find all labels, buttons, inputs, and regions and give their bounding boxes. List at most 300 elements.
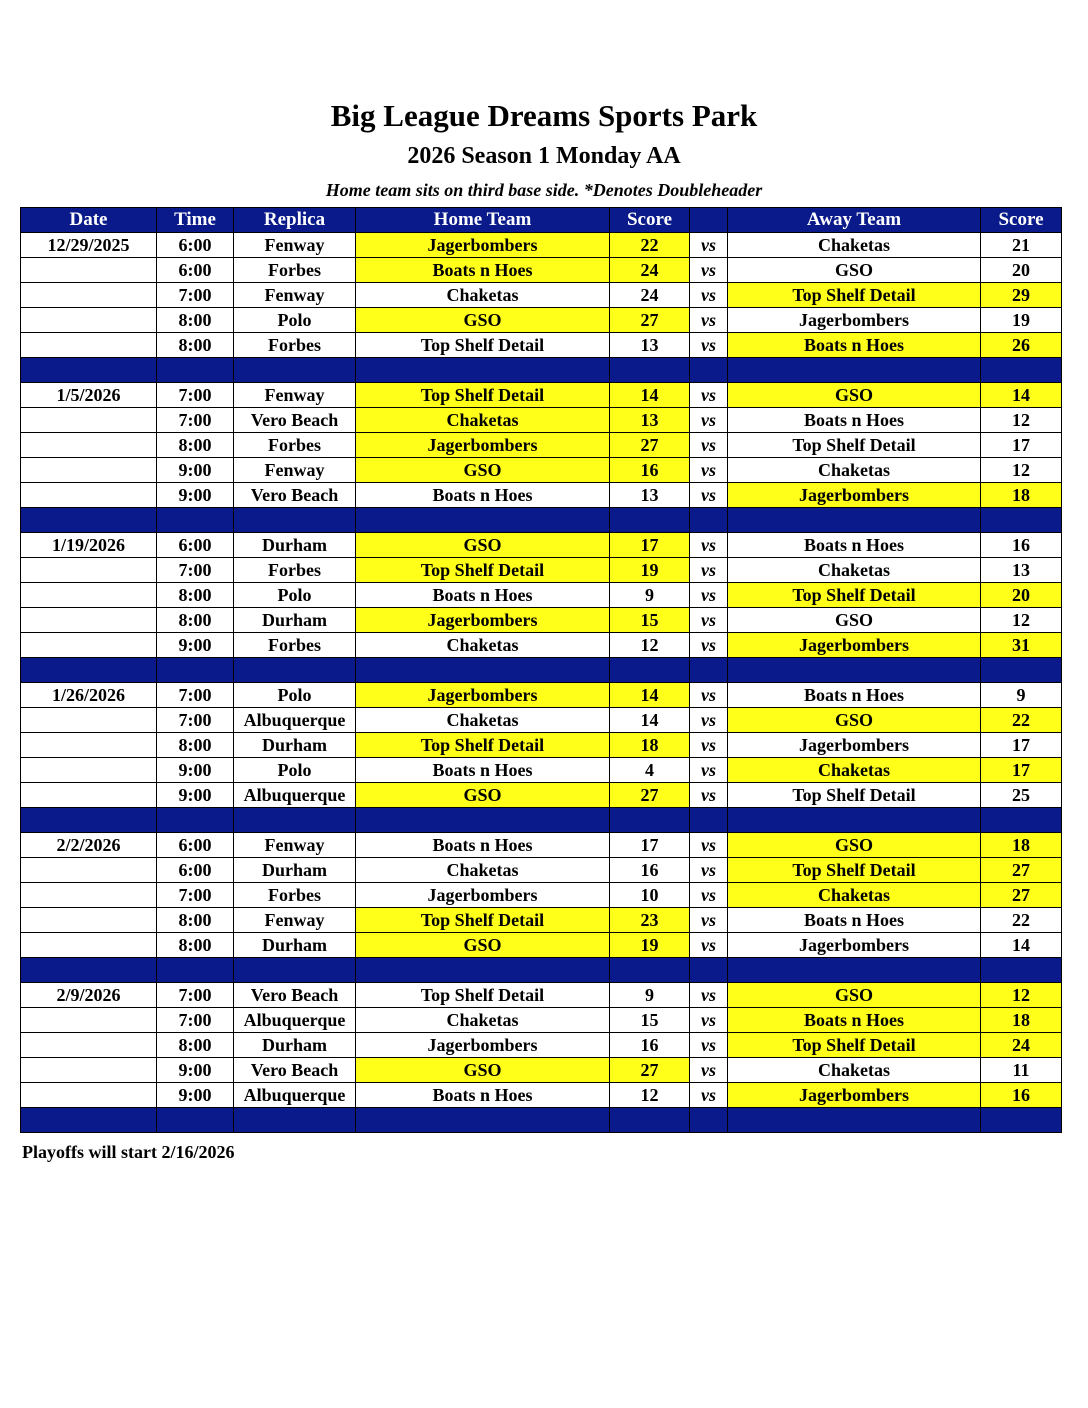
date-cell [21, 858, 157, 883]
date-cell [21, 433, 157, 458]
schedule-table [20, 207, 1062, 1133]
away-team-cell: Jagerbombers [728, 1083, 981, 1108]
home-score-cell: 14 [610, 708, 690, 733]
home-score-cell: 18 [610, 733, 690, 758]
separator-cell [234, 658, 356, 683]
replica-cell: Durham [234, 1033, 356, 1058]
home-score-cell: 9 [610, 583, 690, 608]
home-score-cell: 15 [610, 1008, 690, 1033]
away-team-cell: Jagerbombers [728, 483, 981, 508]
home-team-cell: GSO [356, 308, 610, 333]
away-score-cell: 17 [981, 733, 1062, 758]
separator-cell [157, 358, 234, 383]
vs-cell: vs [690, 283, 728, 308]
away-team-cell: Top Shelf Detail [728, 783, 981, 808]
home-score-cell: 16 [610, 458, 690, 483]
separator-cell [610, 358, 690, 383]
time-cell: 8:00 [157, 908, 234, 933]
table-row [21, 383, 1062, 408]
away-team-cell: Boats n Hoes [728, 408, 981, 433]
replica-cell: Fenway [234, 908, 356, 933]
separator-cell [21, 658, 157, 683]
away-score-cell: 27 [981, 883, 1062, 908]
separator-cell [21, 358, 157, 383]
separator-cell [728, 358, 981, 383]
home-team-cell: Top Shelf Detail [356, 383, 610, 408]
time-cell: 9:00 [157, 483, 234, 508]
time-cell: 7:00 [157, 408, 234, 433]
away-score-cell: 14 [981, 383, 1062, 408]
table-row [21, 1008, 1062, 1033]
date-cell [21, 1008, 157, 1033]
time-cell: 7:00 [157, 708, 234, 733]
home-team-cell: Chaketas [356, 633, 610, 658]
home-score-cell: 16 [610, 1033, 690, 1058]
away-team-cell: Top Shelf Detail [728, 283, 981, 308]
home-score-cell: 24 [610, 283, 690, 308]
time-cell: 8:00 [157, 333, 234, 358]
replica-cell: Forbes [234, 433, 356, 458]
away-score-cell: 13 [981, 558, 1062, 583]
home-team-cell: Top Shelf Detail [356, 333, 610, 358]
replica-cell: Durham [234, 608, 356, 633]
away-score-cell: 25 [981, 783, 1062, 808]
vs-cell: vs [690, 708, 728, 733]
home-team-cell: Top Shelf Detail [356, 558, 610, 583]
separator-cell [234, 808, 356, 833]
away-score-cell: 14 [981, 933, 1062, 958]
replica-cell: Polo [234, 683, 356, 708]
week-separator-row [21, 1108, 1062, 1133]
vs-cell: vs [690, 258, 728, 283]
away-team-cell: Top Shelf Detail [728, 433, 981, 458]
date-cell [21, 483, 157, 508]
home-team-cell: Chaketas [356, 708, 610, 733]
table-row [21, 1033, 1062, 1058]
away-team-cell: Boats n Hoes [728, 908, 981, 933]
replica-cell: Vero Beach [234, 983, 356, 1008]
date-cell [21, 758, 157, 783]
table-row [21, 858, 1062, 883]
replica-cell: Polo [234, 758, 356, 783]
home-team-cell: Jagerbombers [356, 608, 610, 633]
home-team-cell: Jagerbombers [356, 683, 610, 708]
home-score-cell: 27 [610, 1058, 690, 1083]
table-row [21, 883, 1062, 908]
vs-cell: vs [690, 1033, 728, 1058]
replica-cell: Polo [234, 308, 356, 333]
vs-cell: vs [690, 758, 728, 783]
table-row [21, 283, 1062, 308]
time-cell: 8:00 [157, 433, 234, 458]
replica-cell: Fenway [234, 383, 356, 408]
away-score-cell: 20 [981, 258, 1062, 283]
separator-cell [728, 958, 981, 983]
time-cell: 8:00 [157, 1033, 234, 1058]
home-team-cell: Chaketas [356, 858, 610, 883]
time-cell: 6:00 [157, 833, 234, 858]
separator-cell [610, 958, 690, 983]
table-row [21, 783, 1062, 808]
separator-cell [21, 508, 157, 533]
separator-cell [234, 358, 356, 383]
vs-cell: vs [690, 1083, 728, 1108]
separator-cell [157, 958, 234, 983]
time-cell: 9:00 [157, 1083, 234, 1108]
separator-cell [728, 658, 981, 683]
separator-cell [690, 358, 728, 383]
date-cell [21, 458, 157, 483]
date-cell [21, 783, 157, 808]
time-cell: 9:00 [157, 458, 234, 483]
vs-cell: vs [690, 1008, 728, 1033]
vs-cell: vs [690, 558, 728, 583]
date-cell [21, 308, 157, 333]
home-score-cell: 23 [610, 908, 690, 933]
schedule-note: Home team sits on third base side. *Denotes Doubleheader [325, 180, 763, 200]
date-cell: 2/9/2026 [21, 983, 157, 1008]
away-score-cell: 29 [981, 283, 1062, 308]
vs-cell: vs [690, 433, 728, 458]
home-team-cell: GSO [356, 933, 610, 958]
date-cell [21, 258, 157, 283]
away-score-cell: 17 [981, 433, 1062, 458]
time-cell: 6:00 [157, 533, 234, 558]
separator-cell [157, 658, 234, 683]
table-row [21, 833, 1062, 858]
table-row [21, 433, 1062, 458]
vs-cell: vs [690, 833, 728, 858]
away-team-cell: GSO [728, 708, 981, 733]
vs-cell: vs [690, 858, 728, 883]
home-team-cell: Chaketas [356, 408, 610, 433]
home-team-cell: Jagerbombers [356, 883, 610, 908]
home-score-cell: 19 [610, 558, 690, 583]
away-team-cell: Boats n Hoes [728, 533, 981, 558]
replica-cell: Forbes [234, 633, 356, 658]
table-row [21, 533, 1062, 558]
table-row [21, 333, 1062, 358]
home-team-cell: Jagerbombers [356, 233, 610, 258]
home-score-cell: 17 [610, 533, 690, 558]
replica-cell: Albuquerque [234, 708, 356, 733]
date-cell [21, 333, 157, 358]
time-cell: 6:00 [157, 858, 234, 883]
home-team-cell: Chaketas [356, 1008, 610, 1033]
home-team-cell: GSO [356, 458, 610, 483]
replica-cell: Vero Beach [234, 1058, 356, 1083]
vs-cell: vs [690, 458, 728, 483]
home-score-cell: 27 [610, 433, 690, 458]
column-header-date: Date [21, 208, 157, 233]
home-team-cell: Top Shelf Detail [356, 908, 610, 933]
away-score-cell: 12 [981, 608, 1062, 633]
home-score-cell: 14 [610, 383, 690, 408]
away-score-cell: 22 [981, 708, 1062, 733]
away-score-cell: 18 [981, 1008, 1062, 1033]
separator-cell [157, 1108, 234, 1133]
replica-cell: Durham [234, 933, 356, 958]
vs-cell: vs [690, 408, 728, 433]
separator-cell [21, 1108, 157, 1133]
date-cell [21, 908, 157, 933]
time-cell: 9:00 [157, 1058, 234, 1083]
home-score-cell: 19 [610, 933, 690, 958]
time-cell: 8:00 [157, 608, 234, 633]
schedule-body [21, 233, 1062, 1133]
vs-cell: vs [690, 908, 728, 933]
replica-cell: Durham [234, 533, 356, 558]
table-row [21, 1058, 1062, 1083]
home-team-cell: Boats n Hoes [356, 1083, 610, 1108]
date-cell: 12/29/2025 [21, 233, 157, 258]
date-cell: 1/26/2026 [21, 683, 157, 708]
separator-cell [356, 1108, 610, 1133]
date-cell [21, 1033, 157, 1058]
away-score-cell: 31 [981, 633, 1062, 658]
away-team-cell: Boats n Hoes [728, 1008, 981, 1033]
table-row [21, 308, 1062, 333]
separator-cell [356, 658, 610, 683]
replica-cell: Vero Beach [234, 483, 356, 508]
home-score-cell: 14 [610, 683, 690, 708]
home-score-cell: 27 [610, 308, 690, 333]
date-cell: 1/5/2026 [21, 383, 157, 408]
home-score-cell: 10 [610, 883, 690, 908]
separator-cell [981, 1108, 1062, 1133]
replica-cell: Albuquerque [234, 1083, 356, 1108]
vs-cell: vs [690, 583, 728, 608]
week-separator-row [21, 508, 1062, 533]
home-score-cell: 13 [610, 483, 690, 508]
home-score-cell: 16 [610, 858, 690, 883]
table-row [21, 483, 1062, 508]
table-row [21, 258, 1062, 283]
table-row [21, 458, 1062, 483]
replica-cell: Durham [234, 858, 356, 883]
home-team-cell: Boats n Hoes [356, 583, 610, 608]
week-separator-row [21, 958, 1062, 983]
separator-cell [356, 808, 610, 833]
separator-cell [610, 808, 690, 833]
time-cell: 7:00 [157, 283, 234, 308]
replica-cell: Fenway [234, 458, 356, 483]
home-score-cell: 12 [610, 1083, 690, 1108]
away-score-cell: 22 [981, 908, 1062, 933]
table-row [21, 933, 1062, 958]
column-header-home-score: Score [610, 208, 690, 233]
vs-cell: vs [690, 933, 728, 958]
replica-cell: Albuquerque [234, 1008, 356, 1033]
away-team-cell: GSO [728, 383, 981, 408]
home-team-cell: GSO [356, 533, 610, 558]
table-row [21, 633, 1062, 658]
home-team-cell: Top Shelf Detail [356, 733, 610, 758]
time-cell: 8:00 [157, 583, 234, 608]
home-score-cell: 24 [610, 258, 690, 283]
vs-cell: vs [690, 633, 728, 658]
time-cell: 7:00 [157, 383, 234, 408]
away-score-cell: 19 [981, 308, 1062, 333]
home-score-cell: 12 [610, 633, 690, 658]
time-cell: 8:00 [157, 933, 234, 958]
separator-cell [690, 508, 728, 533]
separator-cell [690, 958, 728, 983]
away-score-cell: 27 [981, 858, 1062, 883]
table-row [21, 758, 1062, 783]
vs-cell: vs [690, 883, 728, 908]
page-subtitle: 2026 Season 1 Monday AA [407, 143, 681, 169]
away-team-cell: Boats n Hoes [728, 683, 981, 708]
time-cell: 9:00 [157, 633, 234, 658]
replica-cell: Fenway [234, 833, 356, 858]
home-team-cell: GSO [356, 783, 610, 808]
home-score-cell: 27 [610, 783, 690, 808]
replica-cell: Forbes [234, 258, 356, 283]
page-title: Big League Dreams Sports Park [330, 98, 758, 133]
table-row [21, 983, 1062, 1008]
home-team-cell: GSO [356, 1058, 610, 1083]
away-team-cell: Jagerbombers [728, 308, 981, 333]
away-score-cell: 21 [981, 233, 1062, 258]
away-team-cell: Jagerbombers [728, 633, 981, 658]
home-score-cell: 13 [610, 333, 690, 358]
away-team-cell: GSO [728, 258, 981, 283]
vs-cell: vs [690, 983, 728, 1008]
playoffs-note: Playoffs will start 2/16/2026 [22, 1142, 235, 1162]
replica-cell: Vero Beach [234, 408, 356, 433]
away-team-cell: Chaketas [728, 883, 981, 908]
vs-cell: vs [690, 733, 728, 758]
separator-cell [728, 808, 981, 833]
separator-cell [981, 958, 1062, 983]
away-team-cell: Top Shelf Detail [728, 583, 981, 608]
away-score-cell: 12 [981, 408, 1062, 433]
time-cell: 6:00 [157, 258, 234, 283]
table-header-row [21, 208, 1062, 233]
away-team-cell: Chaketas [728, 1058, 981, 1083]
home-team-cell: Boats n Hoes [356, 483, 610, 508]
home-score-cell: 13 [610, 408, 690, 433]
away-score-cell: 16 [981, 1083, 1062, 1108]
replica-cell: Durham [234, 733, 356, 758]
time-cell: 9:00 [157, 783, 234, 808]
separator-cell [21, 958, 157, 983]
separator-cell [157, 808, 234, 833]
replica-cell: Albuquerque [234, 783, 356, 808]
vs-cell: vs [690, 308, 728, 333]
separator-cell [981, 508, 1062, 533]
separator-cell [157, 508, 234, 533]
away-score-cell: 20 [981, 583, 1062, 608]
date-cell [21, 408, 157, 433]
table-row [21, 708, 1062, 733]
date-cell [21, 733, 157, 758]
date-cell [21, 883, 157, 908]
home-team-cell: Top Shelf Detail [356, 983, 610, 1008]
time-cell: 7:00 [157, 1008, 234, 1033]
column-header-away-team: Away Team [728, 208, 981, 233]
separator-cell [690, 1108, 728, 1133]
away-team-cell: Chaketas [728, 458, 981, 483]
home-score-cell: 4 [610, 758, 690, 783]
table-row [21, 233, 1062, 258]
table-row [21, 733, 1062, 758]
date-cell [21, 708, 157, 733]
time-cell: 8:00 [157, 733, 234, 758]
home-team-cell: Boats n Hoes [356, 758, 610, 783]
time-cell: 7:00 [157, 983, 234, 1008]
table-row [21, 608, 1062, 633]
date-cell [21, 608, 157, 633]
home-score-cell: 9 [610, 983, 690, 1008]
separator-cell [728, 508, 981, 533]
table-row [21, 1083, 1062, 1108]
away-score-cell: 11 [981, 1058, 1062, 1083]
time-cell: 8:00 [157, 308, 234, 333]
vs-cell: vs [690, 533, 728, 558]
week-separator-row [21, 808, 1062, 833]
separator-cell [21, 808, 157, 833]
separator-cell [728, 1108, 981, 1133]
home-score-cell: 22 [610, 233, 690, 258]
replica-cell: Forbes [234, 883, 356, 908]
date-cell [21, 283, 157, 308]
separator-cell [610, 658, 690, 683]
column-header-away-score: Score [981, 208, 1062, 233]
time-cell: 7:00 [157, 883, 234, 908]
away-team-cell: Boats n Hoes [728, 333, 981, 358]
replica-cell: Fenway [234, 283, 356, 308]
separator-cell [981, 658, 1062, 683]
separator-cell [234, 958, 356, 983]
time-cell: 9:00 [157, 758, 234, 783]
separator-cell [610, 508, 690, 533]
separator-cell [690, 808, 728, 833]
time-cell: 7:00 [157, 558, 234, 583]
home-score-cell: 17 [610, 833, 690, 858]
away-team-cell: Top Shelf Detail [728, 1033, 981, 1058]
home-team-cell: Boats n Hoes [356, 258, 610, 283]
separator-cell [690, 658, 728, 683]
away-score-cell: 12 [981, 983, 1062, 1008]
home-score-cell: 15 [610, 608, 690, 633]
separator-cell [234, 1108, 356, 1133]
away-team-cell: Chaketas [728, 558, 981, 583]
time-cell: 6:00 [157, 233, 234, 258]
home-team-cell: Boats n Hoes [356, 833, 610, 858]
vs-cell: vs [690, 233, 728, 258]
vs-cell: vs [690, 483, 728, 508]
column-header-home-team: Home Team [356, 208, 610, 233]
separator-cell [356, 508, 610, 533]
separator-cell [356, 358, 610, 383]
column-header-vs [690, 208, 728, 233]
away-score-cell: 18 [981, 483, 1062, 508]
away-score-cell: 18 [981, 833, 1062, 858]
week-separator-row [21, 658, 1062, 683]
vs-cell: vs [690, 683, 728, 708]
date-cell: 1/19/2026 [21, 533, 157, 558]
separator-cell [610, 1108, 690, 1133]
away-score-cell: 26 [981, 333, 1062, 358]
away-team-cell: GSO [728, 983, 981, 1008]
home-team-cell: Chaketas [356, 283, 610, 308]
away-score-cell: 17 [981, 758, 1062, 783]
away-team-cell: Jagerbombers [728, 933, 981, 958]
vs-cell: vs [690, 608, 728, 633]
column-header-time: Time [157, 208, 234, 233]
